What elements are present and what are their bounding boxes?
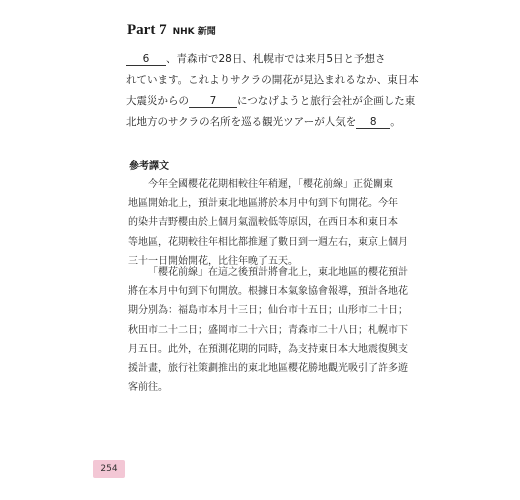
translation-line: 援計畫，旅行社策劃推出的東北地區櫻花勝地觀光吸引了許多遊 [128, 363, 408, 375]
japanese-line [126, 112, 401, 133]
translation-line: 三十一日開始開花，比往年晚了五天。 [128, 255, 298, 267]
page-number: 254 [93, 460, 125, 478]
translation-line: 秋田市二十二日；盛岡市二十六日；青森市二十八日；札幌市下 [128, 324, 408, 336]
japanese-text: につなげようと旅行会社が企画した東 [237, 95, 416, 107]
translation-line: 今年全國櫻花花期相較往年稍遲，「櫻花前線」正從關東 [148, 179, 393, 190]
japanese-line [126, 70, 419, 91]
section-title: NHK 新聞 [172, 27, 216, 37]
translation-line: 的染井吉野櫻由於上個月氣溫較低等原因，在西日本和東日本 [128, 217, 398, 229]
blank-8: 8 [356, 116, 390, 129]
page-header [127, 22, 216, 39]
japanese-line [126, 91, 416, 112]
translation-line: 客前往。 [128, 382, 168, 394]
japanese-passage [126, 49, 419, 133]
blank-7: 7 [189, 95, 237, 108]
translation-paragraph-1 [128, 175, 408, 271]
translation-paragraph-2 [128, 263, 408, 397]
japanese-text: 。 [390, 116, 401, 128]
translation-line: 「櫻花前線」在這之後預計將會北上，東北地區的櫻花預計 [148, 267, 408, 278]
blank-6: 6 [126, 53, 166, 66]
japanese-text: 、青森市で28日、札幌市では来月5日と予想さ [166, 53, 386, 65]
japanese-text: 北地方のサクラの名所を巡る観光ツアーが人気を [126, 116, 357, 128]
japanese-text: れています。これよりサクラの開花が見込まれるなか、東日本 [126, 74, 419, 86]
part-label: Part 7 [127, 22, 167, 38]
translation-line: 等地區，花期較往年相比都推遲了數日到一週左右，東京上個月 [128, 236, 408, 248]
translation-line: 將在本月中旬到下旬開放。根據日本氣象協會報導，預計各地花 [128, 286, 408, 298]
reference-heading: 參考譯文 [129, 161, 169, 172]
japanese-line [126, 49, 401, 70]
translation-line: 期分別為：福島市本月十三日；仙台市十五日；山形市二十日； [128, 305, 408, 317]
translation-line: 月五日。此外，在預測花期的同時，為支持東日本大地震復興支 [128, 343, 408, 355]
japanese-text: 大震災からの [126, 95, 189, 107]
translation-line: 地區開始北上，預計東北地區將於本月中旬到下旬開花。今年 [128, 198, 398, 210]
